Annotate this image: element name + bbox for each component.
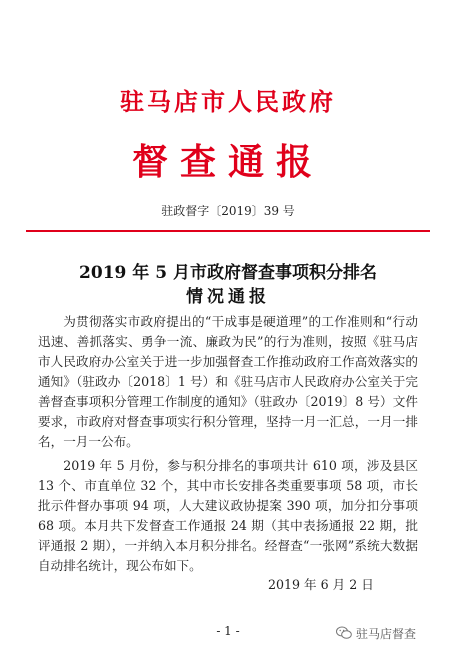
red-divider-line xyxy=(26,230,430,232)
page-number: - 1 - xyxy=(216,624,240,638)
wechat-icon xyxy=(336,626,352,640)
issue-date: 2019 年 6 月 2 日 xyxy=(268,577,374,592)
body-paragraph-1: 为贯彻落实市政府提出的“干成事是硬道理”的工作准则和“行动迅速、善抓落实、勇争一流、廉政为民”的行为准则，按照《驻马店市人民政府办公室关于进一步加强督查工作推动政府工作高效落实的通知》（驻政办〔2018〕1 号）和《驻马店市人民政府办公室关于完善督查事项积分管理工作制度的通知》（驻政办〔2019〕8 号）文件要求，市政府对督查事项实行积分管理，坚持一月一汇总，一月一排名，一月一公布。 xyxy=(38,314,418,449)
report-title-line2: 情况通报 xyxy=(186,287,270,307)
issuer-title: 驻马店市人民政府 xyxy=(120,87,336,116)
body-paragraph-2: 2019 年 5 月份，参与积分排名的事项共计 610 项，涉及县区 13 个、市直单位 32 个，其中市长安排各类重要事项 58 项，市长批示件督办事项 94 项，人大建议政协提案 390 项，加分扣分事项 68 项。本月共下发督查工作通报 24 期（其中表扬通报 22 期，批评通报 2 期），一并纳入本月积分排名。经督查“一张网”系统大数据自动排名统计，现公布如下。 xyxy=(38,458,418,573)
report-title-line1: 2019 年 5 月市政府督查事项积分排名 xyxy=(79,263,377,283)
watermark xyxy=(336,624,416,642)
document-number: 驻政督字〔2019〕39 号 xyxy=(161,204,295,218)
bulletin-title: 督查通报 xyxy=(131,141,324,183)
watermark-text: 驻马店督查 xyxy=(356,626,417,641)
